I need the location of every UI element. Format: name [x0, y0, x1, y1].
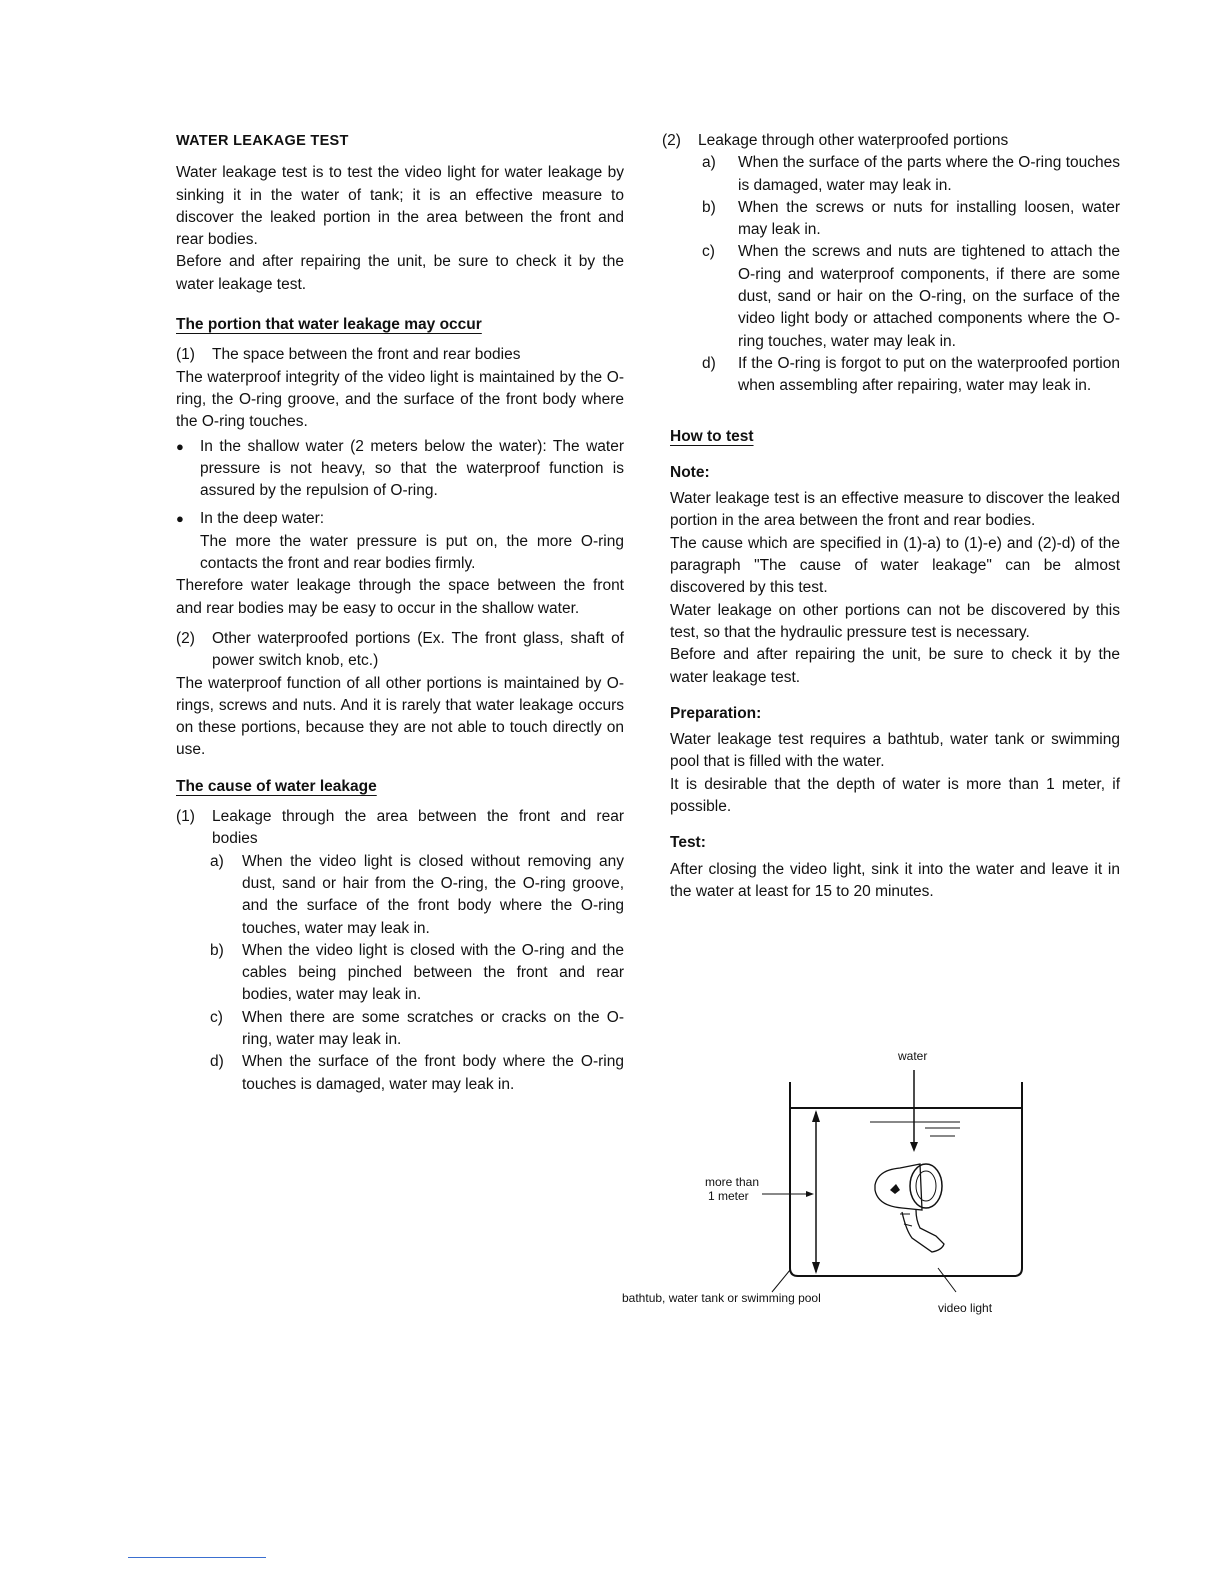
bottom-rule — [128, 1557, 266, 1558]
page-title: WATER LEAKAGE TEST — [176, 133, 349, 149]
list-item — [702, 152, 1120, 197]
list-item — [210, 940, 624, 1007]
note-paragraph-1: Water leakage test is an effective measure to discover the leaked portion in the area between the front and rear bodies. — [670, 490, 1120, 530]
portion-item-2-text: The waterproof function of all other portions is maintained by O-rings, screws and nuts. And it is rarely that water leakage occurs on these portions, because they are not able to touch directly on use. — [176, 674, 624, 759]
list-item-text: When the video light is closed without removing any dust, sand or hair from the O-ring, the O-ring groove, and the surface of the front body where the O-ring touches, water may leak in. — [242, 852, 624, 937]
list-item — [210, 1007, 624, 1052]
portion-item-1-text: The waterproof integrity of the video light is maintained by the O-ring, the O-ring groove, and the surface of the front body where the O-ring touches. — [176, 368, 624, 431]
test-paragraph: After closing the video light, sink it into the water and leave it in the water at least for 15 to 20 minutes. — [670, 860, 1120, 900]
depth-label-line-2: 1 meter — [708, 1189, 749, 1203]
list-item-letter: d) — [702, 354, 716, 372]
cause-item-2 — [662, 130, 1120, 152]
portion-item-2 — [176, 628, 624, 673]
bullet-head: In the deep water: — [200, 510, 325, 528]
list-item-text: When the surface of the parts where the O-ring touches is damaged, water may leak in. — [738, 154, 1120, 194]
tank-leader-line — [772, 1270, 790, 1292]
water-tank-diagram — [620, 1040, 1120, 1330]
list-item-letter: a) — [210, 852, 224, 870]
list-item-text: When the screws or nuts for installing loosen, water may leak in. — [738, 198, 1120, 239]
portion-item-1 — [176, 344, 624, 366]
note-paragraph-3: Water leakage on other portions can not be discovered by this test, so that the hydraulic pressure test is necessary. — [670, 601, 1120, 641]
depth-arrow-top-icon — [812, 1110, 820, 1122]
cause-item-1-title: Leakage through the area between the front and rear bodies — [212, 808, 624, 848]
portion-heading: The portion that water leakage may occur — [176, 316, 482, 334]
howto-heading: How to test — [670, 427, 754, 445]
video-light-leader-line — [938, 1268, 956, 1292]
depth-arrow-bottom-icon — [812, 1262, 820, 1274]
intro-paragraph: Water leakage test is to test the video light for water leakage by sinking it in the water of tank; it is an effective measure to discover the leaked portion in the area between the front and rear bodies. — [176, 164, 624, 249]
portion-item-2-title: Other waterproofed portions (Ex. The front glass, shaft of power switch knob, etc.) — [212, 629, 624, 670]
video-light-icon — [875, 1164, 944, 1252]
bullet-icon: ● — [176, 511, 184, 527]
note-heading: Note: — [670, 463, 710, 481]
depth-leader-arrow-icon — [806, 1191, 814, 1197]
list-item — [702, 241, 1120, 352]
portion-item-2-number: (2) — [176, 629, 195, 647]
preparation-heading: Preparation: — [670, 704, 762, 722]
video-light-label: video light — [938, 1301, 993, 1315]
portion-item-1-number: (1) — [176, 346, 195, 364]
cause-item-1-number: (1) — [176, 808, 195, 826]
cause-item-2-number: (2) — [662, 132, 681, 149]
bullet-text — [200, 508, 624, 575]
water-arrow-head-icon — [910, 1142, 918, 1152]
list-item-letter: c) — [210, 1008, 223, 1026]
list-item-text: When there are some scratches or cracks on the O-ring, water may leak in. — [242, 1008, 624, 1048]
right-column — [662, 130, 1120, 903]
list-item-text: When the surface of the front body where the O-ring touches is damaged, water may leak in. — [242, 1053, 624, 1093]
list-item-letter: c) — [702, 243, 715, 261]
note-paragraph-4: Before and after repairing the unit, be sure to check it by the water leakage test. — [670, 646, 1120, 686]
list-item-letter: d) — [210, 1053, 224, 1071]
portion-item-1-conclusion: Therefore water leakage through the space between the front and rear bodies may be easy to occur in the shallow water. — [176, 577, 624, 617]
bullet-deep-water — [176, 508, 624, 575]
intro-reminder: Before and after repairing the unit, be sure to check it by the water leakage test. — [176, 253, 624, 293]
water-label: water — [898, 1049, 928, 1063]
list-item-letter: a) — [702, 154, 716, 172]
left-column — [176, 130, 624, 1096]
bullet-text: In the shallow water (2 meters below the water): The water pressure is not heavy, so that the waterproof function is assured by the repulsion of O-ring. — [200, 437, 624, 500]
bullet-icon: ● — [176, 438, 184, 454]
list-item — [702, 197, 1120, 242]
tank-label: bathtub, water tank or swimming pool — [622, 1291, 821, 1305]
list-item — [210, 1051, 624, 1096]
list-item-text: When the video light is closed with the O-ring and the cables being pinched between the front and rear bodies, water may leak in. — [242, 941, 624, 1004]
test-heading: Test: — [670, 834, 706, 852]
list-item-text: If the O-ring is forgot to put on the waterproofed portion when assembling after repairing, water may leak in. — [738, 354, 1120, 395]
cause-item-2-title: Leakage through other waterproofed portions — [698, 132, 1009, 149]
cause-heading: The cause of water leakage — [176, 777, 377, 795]
depth-label-line-1: more than — [705, 1175, 760, 1189]
list-item-text: When the screws and nuts are tightened to attach the O-ring and waterproof components, if there are some dust, sand or hair on the O-ring, on the surface of the video light body or attached components where the O-ring touches, water may leak in. — [738, 243, 1120, 350]
cause-item-1 — [176, 806, 624, 851]
tank-outline — [790, 1082, 1022, 1276]
bullet-shallow-water — [176, 436, 624, 503]
preparation-paragraph-2: It is desirable that the depth of water is more than 1 meter, if possible. — [670, 775, 1120, 816]
list-item-letter: b) — [210, 941, 224, 959]
list-item-letter: b) — [702, 198, 716, 216]
preparation-paragraph-1: Water leakage test requires a bathtub, water tank or swimming pool that is filled with the water. — [670, 731, 1120, 771]
bullet-body: The more the water pressure is put on, the more O-ring contacts the front and rear bodies firmly. — [200, 532, 624, 573]
list-item — [210, 851, 624, 940]
portion-item-1-title: The space between the front and rear bodies — [212, 346, 521, 364]
list-item — [702, 353, 1120, 398]
note-paragraph-2: The cause which are specified in (1)-a) to (1)-e) and (2)-d) of the paragraph "The cause of water leakage" can be almost discovered by this test. — [670, 534, 1120, 597]
